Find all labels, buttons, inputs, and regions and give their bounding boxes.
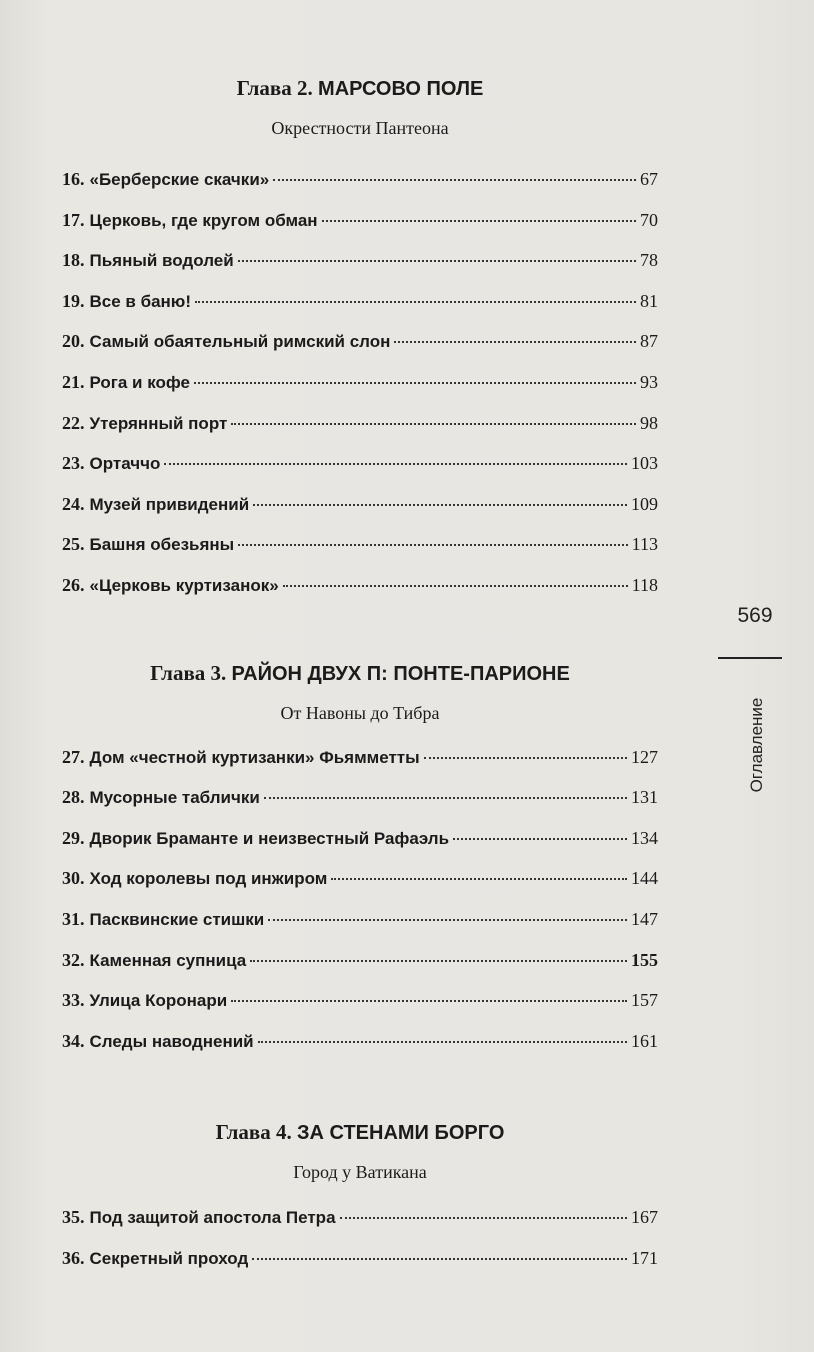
entry-number: 20. <box>62 331 85 352</box>
dot-leader <box>238 544 627 546</box>
toc-entry[interactable] <box>62 403 658 444</box>
dot-leader <box>258 1041 627 1043</box>
entry-page: 155 <box>631 949 658 970</box>
chapter-subtitle: Окрестности Пантеона <box>271 118 449 138</box>
entry-number: 36. <box>62 1247 85 1268</box>
entry-number: 33. <box>62 990 85 1011</box>
chapter-label: Глава 3. <box>150 660 227 685</box>
chapter-4 <box>62 1114 658 1192</box>
section-label: Оглавление <box>747 697 766 793</box>
entry-number: 25. <box>62 534 85 555</box>
page-number: 569 <box>737 604 773 627</box>
entry-page: 118 <box>631 574 658 595</box>
entry-page: 67 <box>640 169 658 189</box>
dot-leader <box>231 423 636 425</box>
chapter-2 <box>62 70 658 148</box>
entry-title: Утерянный порт <box>89 413 228 433</box>
entry-title: Самый обаятельный римский слон <box>89 332 391 352</box>
chapter-title <box>62 1114 658 1150</box>
entry-title: Улица Коронари <box>89 991 228 1011</box>
toc-entry[interactable] <box>62 484 658 525</box>
entry-number: 24. <box>62 493 85 514</box>
toc-entry[interactable] <box>62 200 658 241</box>
entry-title: Мусорные таблички <box>89 788 260 808</box>
entry-page: 167 <box>631 1207 658 1228</box>
entry-page: 70 <box>640 209 658 230</box>
entry-number: 35. <box>62 1207 85 1228</box>
chapter-label: Глава 4. <box>215 1120 292 1145</box>
toc-entry[interactable] <box>62 565 658 606</box>
entry-page: 98 <box>640 412 658 433</box>
toc-entry[interactable] <box>62 524 658 565</box>
entry-title: Все в баню! <box>89 291 191 311</box>
toc-entry[interactable] <box>62 240 658 281</box>
dot-leader <box>253 504 627 506</box>
entry-title: Дом «честной куртизанки» Фьямметты <box>89 747 420 767</box>
toc-entry[interactable] <box>62 737 658 778</box>
dot-leader <box>231 1000 627 1002</box>
chapter-2-entries <box>62 159 658 606</box>
entry-title: Пьяный водолей <box>89 251 234 271</box>
entry-page: 113 <box>631 534 658 555</box>
entry-number: 27. <box>62 746 85 767</box>
entry-number: 32. <box>62 949 85 970</box>
entry-page: 127 <box>631 746 658 767</box>
table-of-contents <box>62 70 658 1278</box>
entry-number: 34. <box>62 1030 85 1051</box>
entry-title: Пасквинские стишки <box>89 909 265 929</box>
toc-entry[interactable] <box>62 777 658 818</box>
dot-leader <box>252 1258 627 1260</box>
chapter-subtitle: Город у Ватикана <box>293 1162 427 1183</box>
dot-leader <box>250 960 627 962</box>
entry-page: 171 <box>631 1247 658 1268</box>
chapter-4-entries <box>62 1197 658 1278</box>
entry-title: Дворик Браманте и неизвестный Рафаэль <box>89 828 450 848</box>
toc-entry[interactable] <box>62 818 658 859</box>
toc-entry[interactable] <box>62 321 658 362</box>
entry-page: 103 <box>631 453 658 474</box>
toc-entry[interactable] <box>62 443 658 484</box>
entry-page: 134 <box>631 827 658 848</box>
entry-title: Ортаччо <box>89 454 161 474</box>
toc-entry[interactable] <box>62 980 658 1021</box>
entry-title: Следы наводнений <box>89 1031 254 1051</box>
entry-number: 16. <box>62 169 85 189</box>
dot-leader <box>264 797 627 799</box>
toc-entry[interactable] <box>62 159 658 200</box>
toc-entry[interactable] <box>62 1197 658 1238</box>
dot-leader <box>238 260 636 262</box>
entry-number: 19. <box>62 290 85 311</box>
entry-number: 29. <box>62 827 85 848</box>
dot-leader <box>394 341 636 343</box>
chapter-3 <box>62 655 658 733</box>
entry-number: 17. <box>62 209 85 230</box>
dot-leader <box>268 919 627 921</box>
entry-page: 131 <box>631 787 658 808</box>
chapter-subtitle: От Навоны до Тибра <box>280 702 440 723</box>
dot-leader <box>322 220 636 222</box>
chapter-name: РАЙОН ДВУХ П: ПОНТЕ-ПАРИОНЕ <box>231 662 570 685</box>
toc-entry[interactable] <box>62 1238 658 1279</box>
entry-number: 31. <box>62 908 85 929</box>
toc-entry[interactable] <box>62 362 658 403</box>
entry-number: 21. <box>62 371 85 392</box>
dot-leader <box>283 585 628 587</box>
entry-page: 87 <box>640 331 658 352</box>
dot-leader <box>164 463 627 465</box>
dot-leader <box>424 757 627 759</box>
dot-leader <box>331 878 627 880</box>
chapter-3-entries <box>62 737 658 1062</box>
chapter-label: Глава 2. <box>236 76 313 100</box>
dot-leader <box>453 838 627 840</box>
toc-entry[interactable] <box>62 1021 658 1062</box>
entry-page: 144 <box>631 868 658 889</box>
entry-title: Церковь, где кругом обман <box>89 210 318 230</box>
page-number-rule <box>718 657 782 659</box>
chapter-name: ЗА СТЕНАМИ БОРГО <box>296 1122 505 1145</box>
entry-number: 28. <box>62 787 85 808</box>
toc-entry[interactable] <box>62 858 658 899</box>
entry-page: 109 <box>631 493 658 514</box>
entry-title: Рога и кофе <box>89 372 191 392</box>
entry-page: 93 <box>640 371 658 392</box>
entry-title: Музей привидений <box>89 494 250 514</box>
entry-page: 81 <box>640 290 658 311</box>
entry-title: Башня обезьяны <box>89 535 235 555</box>
chapter-title <box>62 655 658 691</box>
toc-entry[interactable] <box>62 281 658 322</box>
entry-page: 147 <box>631 908 658 929</box>
toc-entry[interactable] <box>62 899 658 940</box>
entry-title: Ход королевы под инжиром <box>89 869 328 889</box>
entry-page: 161 <box>631 1030 658 1051</box>
dot-leader <box>273 179 636 181</box>
entry-number: 23. <box>62 453 85 474</box>
entry-number: 26. <box>62 574 85 595</box>
entry-title: Каменная супница <box>89 950 247 970</box>
entry-title: Секретный проход <box>89 1248 249 1268</box>
dot-leader <box>194 382 636 384</box>
entry-title: «Церковь куртизанок» <box>89 575 279 595</box>
entry-title: «Берберские скачки» <box>89 170 270 189</box>
toc-entry[interactable] <box>62 940 658 981</box>
entry-page: 78 <box>640 250 658 271</box>
entry-number: 30. <box>62 868 85 889</box>
entry-page: 157 <box>631 990 658 1011</box>
dot-leader <box>340 1217 627 1219</box>
chapter-name: МАРСОВО ПОЛЕ <box>318 78 484 100</box>
entry-title: Под защитой апостола Петра <box>89 1208 336 1228</box>
dot-leader <box>195 301 636 303</box>
chapter-title <box>62 70 658 106</box>
entry-number: 22. <box>62 412 85 433</box>
entry-number: 18. <box>62 250 85 271</box>
